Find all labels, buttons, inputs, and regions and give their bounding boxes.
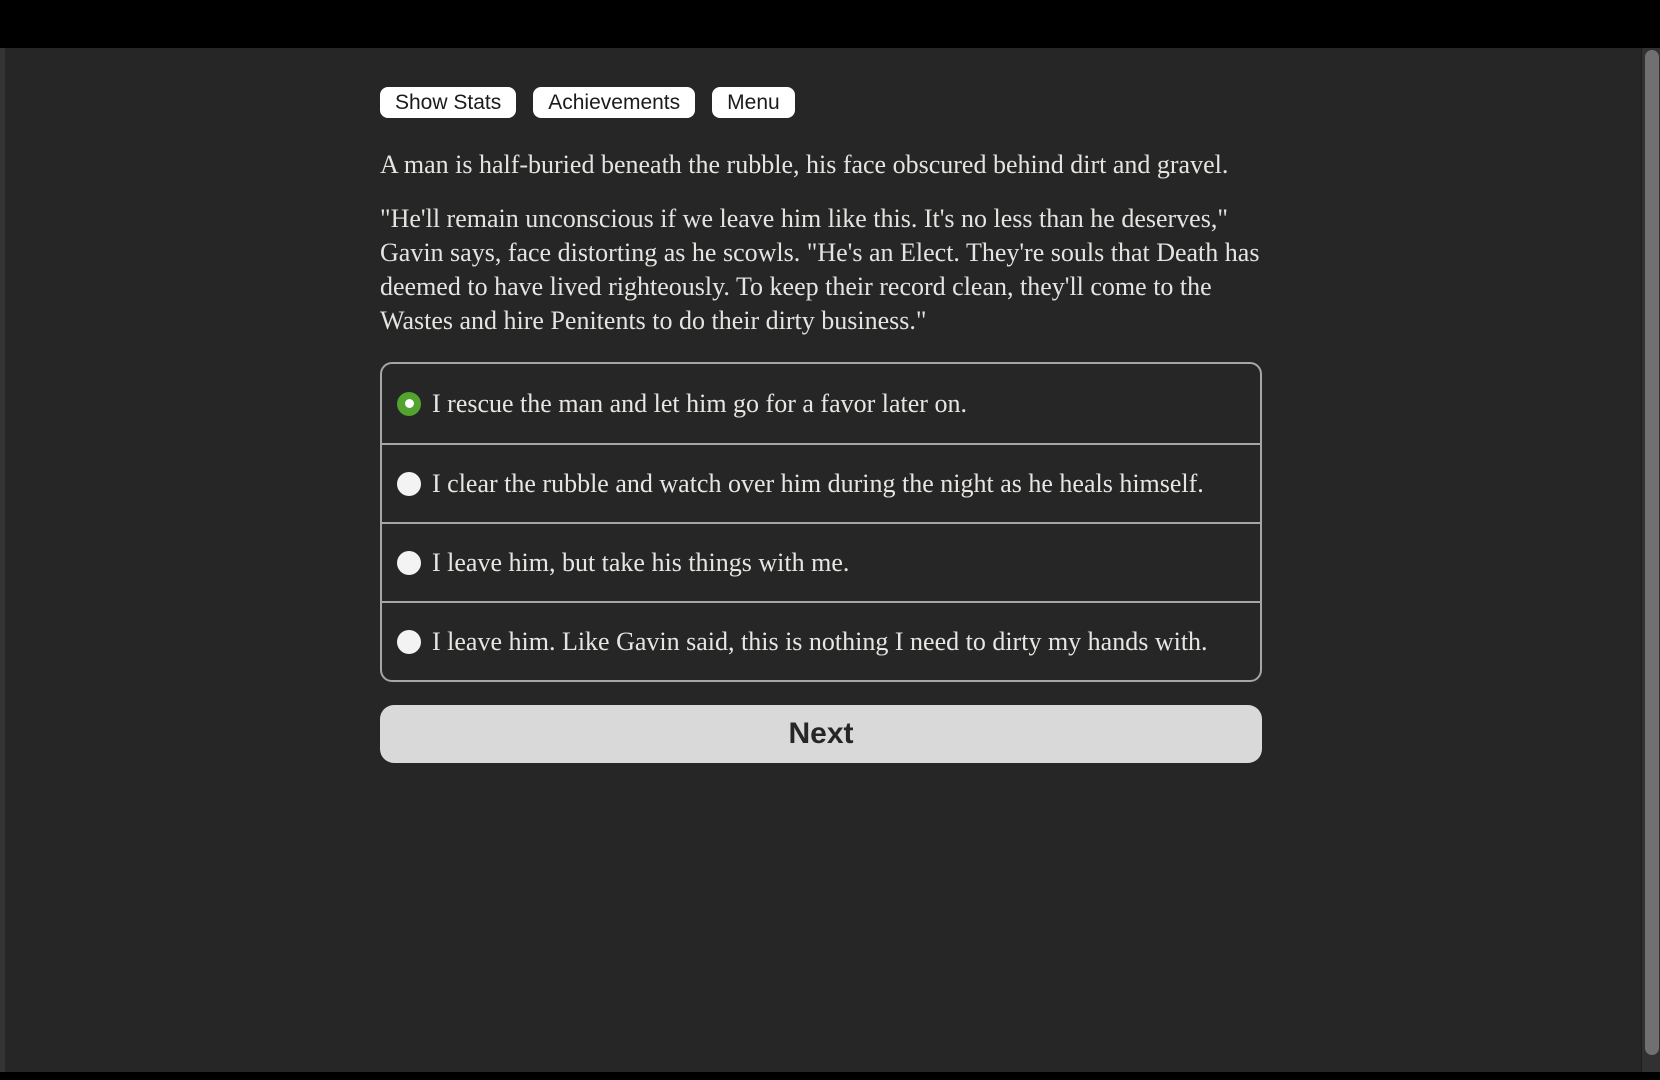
choice-option-1[interactable] — [382, 364, 1260, 443]
scrollbar-thumb[interactable] — [1645, 50, 1659, 1055]
choice-label: I leave him. Like Gavin said, this is nothing I need to dirty my hands with. — [432, 626, 1208, 656]
story-paragraph: A man is half-buried beneath the rubble, his face obscured behind dirt and gravel. — [380, 150, 1229, 179]
radio-button-icon[interactable] — [397, 392, 421, 416]
menu-button[interactable]: Menu — [712, 87, 795, 118]
radio-button-icon[interactable] — [397, 551, 421, 575]
next-button[interactable]: Next — [380, 705, 1262, 763]
choice-group — [380, 362, 1262, 682]
bottom-black-bar — [0, 1072, 1660, 1080]
achievements-button[interactable]: Achievements — [533, 87, 695, 118]
choice-label: I leave him, but take his things with me. — [432, 547, 850, 577]
story-text — [380, 148, 1262, 338]
story-paragraph: "He'll remain unconscious if we leave him like this. It's no less than he deserves," Gavin says, face distorting as he scowls. "He's an Elect. They're souls that Death has deemed to have lived righteously. To keep their record clean, they'll come to the Wastes and hire Penitents to do their dirty business." — [380, 204, 1260, 335]
top-black-bar — [0, 0, 1660, 48]
scrollbar-track[interactable] — [1641, 48, 1660, 1080]
choice-label: I clear the rubble and watch over him during the night as he heals himself. — [432, 468, 1204, 498]
choice-option-3[interactable] — [382, 522, 1260, 601]
game-toolbar — [380, 87, 1262, 118]
choice-label: I rescue the man and let him go for a favor later on. — [432, 388, 967, 418]
radio-button-icon[interactable] — [397, 630, 421, 654]
choice-option-2[interactable] — [382, 443, 1260, 522]
left-edge-strip — [0, 48, 5, 1080]
radio-button-icon[interactable] — [397, 472, 421, 496]
story-page — [380, 48, 1262, 763]
choice-option-4[interactable] — [382, 601, 1260, 680]
show-stats-button[interactable]: Show Stats — [380, 87, 516, 118]
